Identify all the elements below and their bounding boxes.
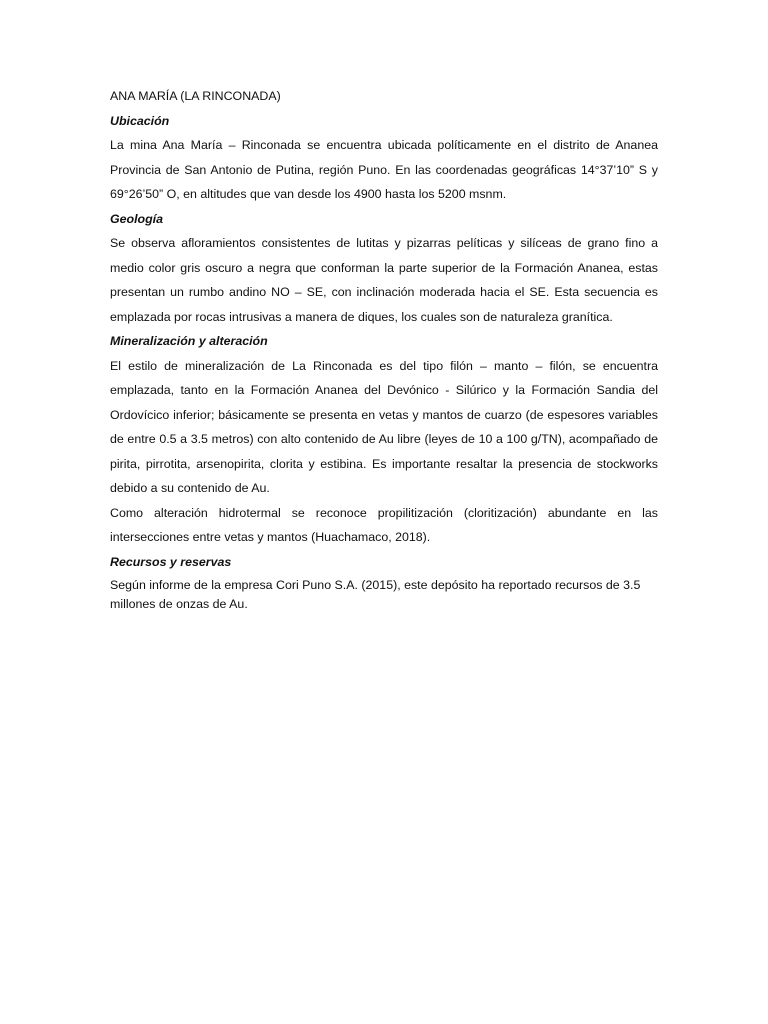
section-heading-recursos: Recursos y reservas [110, 554, 232, 569]
section-heading-mineralizacion: Mineralización y alteración [110, 334, 268, 348]
section-heading-geologia: Geología [110, 211, 164, 226]
section-heading-ubicacion: Ubicación [110, 113, 170, 128]
paragraph-ubicacion: La mina Ana María – Rinconada se encuentra ubicada políticamente en el distrito de Ananea Provincia de San Antonio de Putina, región Puno. En las coordenadas geográficas 14°37’10” S y 69°26’50” O, en altitudes que van desde los 4900 hasta los 5200 msnm. [110, 138, 658, 201]
document-title: ANA MARÍA (LA RINCONADA) [110, 89, 281, 103]
paragraph-alteracion: Como alteración hidrotermal se reconoce propilitización (cloritización) abundante en las intersecciones entre vetas y mantos (Huachamaco, 2018). [110, 505, 658, 544]
document-body [110, 84, 658, 614]
paragraph-recursos: Según informe de la empresa Cori Puno S.A. (2015), este depósito ha reportado recursos de 3.5 millones de onzas de Au. [110, 578, 641, 611]
paragraph-geologia: Se observa afloramientos consistentes de lutitas y pizarras pelíticas y silíceas de grano fino a medio color gris oscuro a negra que conforman la parte superior de la Formación Ananea, estas presentan un rumbo andino NO – SE, con inclinación moderada hacia el SE. Esta secuencia es emplazada por rocas intrusivas a manera de diques, los cuales son de naturaleza granítica. [110, 236, 658, 324]
paragraph-mineralizacion: El estilo de mineralización de La Rinconada es del tipo filón – manto – filón, se encuentra emplazada, tanto en la Formación Ananea del Devónico - Silúrico y la Formación Sandia del Ordovícico inferior; básicamente se presenta en vetas y mantos de cuarzo (de espesores variables de entre 0.5 a 3.5 metros) con alto contenido de Au libre (leyes de 10 a 100 g/TN), acompañado de pirita, pirrotita, arsenopirita, clorita y estibina. Es importante resaltar la presencia de stockworks debido a su contenido de Au. [110, 358, 658, 495]
